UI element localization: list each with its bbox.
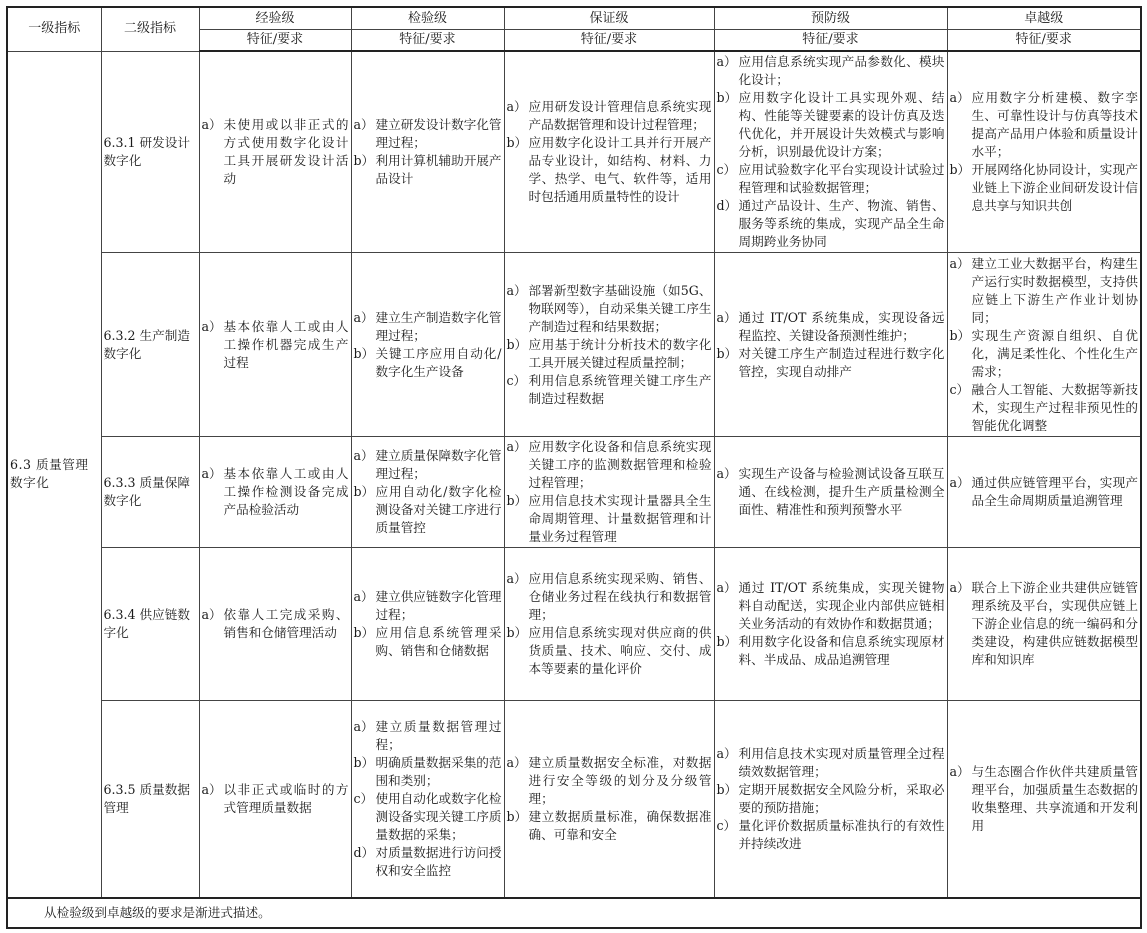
requirement-item xyxy=(717,161,945,197)
requirement-cell xyxy=(947,437,1141,548)
requirement-list xyxy=(507,438,712,546)
item-marker: a） xyxy=(353,448,374,463)
requirement-cell xyxy=(714,701,947,899)
item-marker: b） xyxy=(353,153,375,168)
requirement-cell xyxy=(714,51,947,253)
requirement-item xyxy=(507,282,712,336)
header-level-assurance: 保证级 xyxy=(504,7,714,30)
item-text: 应用数字分析建模、数字孪生、可靠性设计与仿真等技术提高产品用户体验和质量设计水平； xyxy=(971,90,1138,159)
requirement-cell xyxy=(947,253,1141,437)
requirement-item xyxy=(507,624,712,678)
requirement-list xyxy=(202,116,349,188)
item-marker: a） xyxy=(201,607,222,622)
table-row xyxy=(7,548,1141,701)
item-text: 利用计算机辅助开展产品设计 xyxy=(375,153,502,186)
requirement-list xyxy=(354,447,502,537)
requirement-list xyxy=(507,282,712,408)
requirement-list xyxy=(202,781,349,817)
item-marker: b） xyxy=(506,135,528,150)
requirement-cell xyxy=(947,548,1141,701)
item-text: 应用信息系统管理采购、销售和仓储数据 xyxy=(375,625,502,658)
item-marker: a） xyxy=(353,589,374,604)
item-marker: c） xyxy=(716,162,737,177)
item-marker: c） xyxy=(353,791,374,806)
requirement-item xyxy=(202,318,349,372)
item-text: 通过供应链管理平台，实现产品全生命周期质量追溯管理 xyxy=(971,475,1138,508)
requirement-list xyxy=(507,754,712,844)
requirement-item xyxy=(354,345,502,381)
requirement-cell xyxy=(504,548,714,701)
requirement-item xyxy=(950,161,1139,215)
item-text: 应用基于统计分析技术的数字化工具开展关键过程质量控制； xyxy=(528,336,712,370)
requirement-list xyxy=(354,718,502,880)
header-level-experience: 经验级 xyxy=(199,7,351,30)
header-level1: 一级指标 xyxy=(7,7,101,51)
item-marker: a） xyxy=(716,746,737,761)
item-text: 通过 IT/OT 系统集成，实现设备远程监控、关键设备预测性维护； xyxy=(738,309,945,343)
requirement-item xyxy=(354,588,502,624)
requirement-cell xyxy=(504,437,714,548)
requirement-item xyxy=(717,781,945,817)
item-text: 应用信息系统实现采购、销售、仓储业务过程在线执行和数据管理； xyxy=(528,571,712,622)
table-row xyxy=(7,51,1141,253)
item-marker: a） xyxy=(201,117,222,132)
requirement-cell xyxy=(351,548,504,701)
item-text: 应用数字化设备和信息系统实现关键工序的监测数据管理和检验过程管理； xyxy=(528,439,712,490)
item-marker: a） xyxy=(949,764,970,779)
table-row xyxy=(7,701,1141,899)
item-text: 应用信息系统实现对供应商的供货质量、技术、响应、交付、成本等要素的量化评价 xyxy=(528,625,712,676)
item-marker: a） xyxy=(949,255,970,271)
item-marker: a） xyxy=(716,466,737,481)
requirement-item xyxy=(507,570,712,624)
item-text: 通过产品设计、生产、物流、销售、服务等系统的集成，实现产品全生命周期跨业务协同 xyxy=(738,198,945,249)
requirement-cell xyxy=(504,701,714,899)
item-text: 建立质量保障数字化管理过程； xyxy=(375,448,502,481)
subheader-features: 特征/要求 xyxy=(947,30,1141,52)
requirement-item xyxy=(202,606,349,642)
requirement-cell xyxy=(199,253,351,437)
level2-indicator: 6.3.4 供应链数字化 xyxy=(101,548,199,701)
item-marker: d） xyxy=(716,198,738,213)
subheader-features: 特征/要求 xyxy=(199,30,351,52)
requirement-cell xyxy=(351,701,504,899)
item-text: 建立研发设计数字化管理过程； xyxy=(375,117,502,150)
requirement-item xyxy=(354,152,502,188)
item-marker: a） xyxy=(506,99,527,114)
item-marker: a） xyxy=(506,439,527,454)
item-text: 应用信息系统实现产品参数化、模块化设计； xyxy=(738,54,945,87)
header-level-inspection: 检验级 xyxy=(351,7,504,30)
item-text: 建立质量数据安全标准，对数据进行安全等级的划分及分级管理； xyxy=(528,755,712,806)
requirement-item xyxy=(717,345,945,381)
requirement-cell xyxy=(714,253,947,437)
item-marker: b） xyxy=(506,493,528,508)
requirement-item xyxy=(717,197,945,251)
item-text: 量化评价数据质量标准执行的有效性并持续改进 xyxy=(738,818,945,851)
requirement-cell xyxy=(714,548,947,701)
item-marker: b） xyxy=(506,336,528,352)
requirement-cell xyxy=(947,701,1141,899)
requirement-list xyxy=(354,116,502,188)
requirement-item xyxy=(717,309,945,345)
item-text: 依靠人工完成采购、销售和仓储管理活动 xyxy=(223,607,349,640)
item-marker: a） xyxy=(949,475,970,490)
requirement-cell xyxy=(947,51,1141,253)
item-marker: a） xyxy=(949,580,970,595)
requirement-item xyxy=(950,763,1139,835)
item-marker: b） xyxy=(353,755,375,770)
requirement-list xyxy=(202,465,349,519)
requirement-item xyxy=(507,98,712,134)
requirement-item xyxy=(717,53,945,89)
item-text: 联合上下游企业共建供应链管理系统及平台，实现供应链上下游企业信息的统一编码和分类建设，构建供应链数据模型库和知识库 xyxy=(971,580,1138,667)
requirement-list xyxy=(717,745,945,853)
item-text: 定期开展数据安全风险分析，采取必要的预防措施； xyxy=(738,782,945,815)
requirement-list xyxy=(950,763,1139,835)
footer-note: 从检验级到卓越级的要求是渐进式描述。 xyxy=(7,898,1141,928)
item-text: 应用研发设计管理信息系统实现产品数据管理和设计过程管理； xyxy=(528,99,712,132)
requirement-cell xyxy=(351,51,504,253)
item-marker: b） xyxy=(506,625,528,640)
item-text: 利用信息系统管理关键工序生产制造过程数据 xyxy=(528,372,712,406)
requirement-item xyxy=(354,718,502,754)
requirement-item xyxy=(950,255,1139,327)
header-level-excellence: 卓越级 xyxy=(947,7,1141,30)
item-text: 应用数字化设计工具实现外观、结构、性能等关键要素的设计仿真及迭代优化，并开展设计失效模式与影响分析，识别最优设计方案； xyxy=(738,90,945,159)
item-marker: b） xyxy=(949,162,971,177)
item-text: 对关键工序生产制造过程进行数字化管控，实现自动排产 xyxy=(738,345,945,379)
level2-indicator: 6.3.3 质量保障数字化 xyxy=(101,437,199,548)
item-text: 应用自动化/数字化检测设备对关键工序进行质量管控 xyxy=(375,484,502,535)
item-text: 利用信息技术实现对质量管理全过程绩效数据管理； xyxy=(738,746,945,779)
header-level-prevention: 预防级 xyxy=(714,7,947,30)
item-text: 实现生产资源自组织、自优化，满足柔性化、个性化生产需求； xyxy=(971,327,1138,379)
maturity-table xyxy=(6,6,1142,929)
requirement-item xyxy=(507,134,712,206)
requirement-item xyxy=(354,790,502,844)
item-marker: b） xyxy=(716,90,738,105)
item-text: 以非正式或临时的方式管理质量数据 xyxy=(223,782,349,815)
requirement-item xyxy=(950,474,1139,510)
requirement-item xyxy=(202,465,349,519)
item-marker: a） xyxy=(506,571,527,586)
requirement-list xyxy=(950,579,1139,669)
requirement-item xyxy=(717,633,945,669)
requirement-item xyxy=(717,89,945,161)
item-text: 基本依靠人工或由人工操作检测设备完成产品检验活动 xyxy=(223,466,349,517)
item-text: 部署新型数字基础设施（如5G、物联网等），自动采集关键工序生产制造过程和结果数据； xyxy=(528,282,712,334)
item-text: 利用数字化设备和信息系统实现原材料、半成品、成品追溯管理 xyxy=(738,634,945,667)
item-marker: b） xyxy=(353,625,375,640)
item-text: 未使用或以非正式的方式使用数字化设计工具开展研发设计活动 xyxy=(223,117,349,186)
requirement-item xyxy=(202,116,349,188)
item-marker: a） xyxy=(716,580,737,595)
item-marker: c） xyxy=(949,381,970,397)
requirement-list xyxy=(202,318,349,372)
requirement-list xyxy=(717,53,945,251)
item-text: 开展网络化协同设计，实现产业链上下游企业间研发设计信息共享与知识共创 xyxy=(971,162,1138,213)
requirement-list xyxy=(717,465,945,519)
header-level2: 二级指标 xyxy=(101,7,199,51)
item-text: 通过 IT/OT 系统集成，实现关键物料自动配送，实现企业内部供应链相关业务活动的有效协作和数据贯通； xyxy=(738,580,945,631)
item-marker: a） xyxy=(506,755,527,770)
item-text: 建立供应链数字化管理过程； xyxy=(375,589,502,622)
requirement-item xyxy=(202,781,349,817)
item-text: 与生态圈合作伙伴共建质量管理平台，加强质量生态数据的收集整理、共享流通和开发利用 xyxy=(971,764,1138,833)
item-text: 实现生产设备与检验测试设备互联互通、在线检测，提升生产质量检测全面性、精准性和预判预警水平 xyxy=(738,466,945,517)
item-marker: b） xyxy=(353,484,375,499)
requirement-list xyxy=(354,588,502,660)
item-text: 应用试验数字化平台实现设计试验过程管理和试验数据管理； xyxy=(738,162,945,195)
requirement-item xyxy=(507,754,712,808)
item-text: 融合人工智能、大数据等新技术，实现生产过程非预见性的智能优化调整 xyxy=(971,381,1138,433)
item-marker: c） xyxy=(716,818,737,833)
requirement-list xyxy=(507,98,712,206)
item-marker: c） xyxy=(506,372,527,388)
requirement-item xyxy=(507,372,712,408)
item-marker: b） xyxy=(506,809,528,824)
item-marker: a） xyxy=(201,466,222,481)
requirement-cell xyxy=(504,253,714,437)
level1-indicator: 6.3 质量管理数字化 xyxy=(7,51,101,898)
item-text: 建立数据质量标准，确保数据准确、可靠和安全 xyxy=(528,809,712,842)
level2-indicator: 6.3.5 质量数据管理 xyxy=(101,701,199,899)
item-text: 对质量数据进行访问授权和安全监控 xyxy=(375,845,502,878)
item-marker: a） xyxy=(201,782,222,797)
requirement-item xyxy=(950,89,1139,161)
requirement-item xyxy=(950,327,1139,381)
requirement-item xyxy=(507,808,712,844)
item-marker: a） xyxy=(506,282,527,298)
table-footer-row xyxy=(7,898,1141,928)
item-marker: b） xyxy=(716,345,738,361)
requirement-cell xyxy=(714,437,947,548)
level2-indicator: 6.3.1 研发设计数字化 xyxy=(101,51,199,253)
requirement-item xyxy=(507,492,712,546)
subheader-features: 特征/要求 xyxy=(714,30,947,52)
subheader-features: 特征/要求 xyxy=(351,30,504,52)
requirement-item xyxy=(354,447,502,483)
requirement-item xyxy=(950,381,1139,435)
requirement-item xyxy=(717,817,945,853)
requirement-item xyxy=(354,624,502,660)
requirement-cell xyxy=(504,51,714,253)
item-marker: a） xyxy=(716,309,737,325)
requirement-list xyxy=(202,606,349,642)
item-text: 使用自动化或数字化检测设备实现关键工序质量数据的采集； xyxy=(375,791,502,842)
item-text: 应用信息技术实现计量器具全生命周期管理、计量数据管理和计量业务过程管理 xyxy=(528,493,712,544)
item-marker: a） xyxy=(353,719,374,734)
requirement-list xyxy=(507,570,712,678)
requirement-item xyxy=(717,579,945,633)
item-text: 建立生产制造数字化管理过程； xyxy=(375,309,502,343)
item-marker: b） xyxy=(716,634,738,649)
requirement-cell xyxy=(351,253,504,437)
requirement-item xyxy=(507,336,712,372)
item-text: 建立质量数据管理过程； xyxy=(375,719,502,752)
subheader-features: 特征/要求 xyxy=(504,30,714,52)
item-text: 基本依靠人工或由人工操作机器完成生产过程 xyxy=(223,318,349,370)
item-text: 应用数字化设计工具并行开展产品专业设计，如结构、材料、力学、热学、电气、软件等，适用时包括通用质量特性的设计 xyxy=(528,135,712,204)
table-row xyxy=(7,437,1141,548)
item-marker: a） xyxy=(716,54,737,69)
requirement-item xyxy=(354,116,502,152)
requirement-list xyxy=(717,579,945,669)
requirement-item xyxy=(950,579,1139,669)
item-marker: d） xyxy=(353,845,375,860)
item-marker: a） xyxy=(949,90,970,105)
requirement-item xyxy=(354,309,502,345)
table-row xyxy=(7,253,1141,437)
requirement-list xyxy=(950,255,1139,435)
item-marker: b） xyxy=(949,327,971,343)
requirement-item xyxy=(507,438,712,492)
requirement-list xyxy=(717,309,945,381)
item-text: 明确质量数据采集的范围和类别； xyxy=(375,755,502,788)
requirement-list xyxy=(354,309,502,381)
item-marker: b） xyxy=(716,782,738,797)
requirement-item xyxy=(717,465,945,519)
level2-indicator: 6.3.2 生产制造数字化 xyxy=(101,253,199,437)
requirement-cell xyxy=(351,437,504,548)
item-marker: a） xyxy=(201,318,222,334)
requirement-item xyxy=(354,483,502,537)
item-marker: b） xyxy=(353,345,375,361)
requirement-list xyxy=(950,474,1139,510)
requirement-item xyxy=(717,745,945,781)
requirement-list xyxy=(950,89,1139,215)
requirement-cell xyxy=(199,548,351,701)
item-marker: a） xyxy=(353,309,374,325)
requirement-item xyxy=(354,754,502,790)
item-text: 建立工业大数据平台，构建生产运行实时数据模型，支持供应链上下游生产作业计划协同； xyxy=(971,255,1138,325)
requirement-cell xyxy=(199,701,351,899)
item-marker: a） xyxy=(353,117,374,132)
requirement-item xyxy=(354,844,502,880)
requirement-cell xyxy=(199,437,351,548)
requirement-cell xyxy=(199,51,351,253)
item-text: 关键工序应用自动化/数字化生产设备 xyxy=(375,345,502,379)
